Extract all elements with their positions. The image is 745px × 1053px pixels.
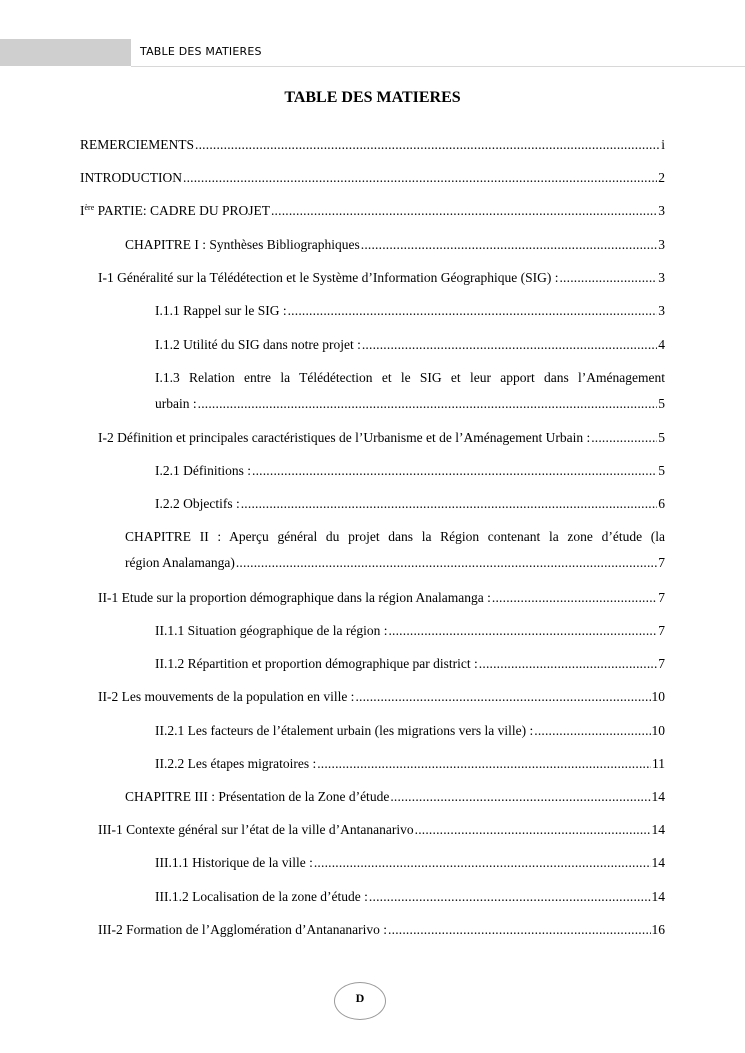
toc-entry-text-line1: CHAPITRE II : Aperçu général du projet dans la Région contenant la zone d’étude (la [125, 529, 665, 544]
toc-entry[interactable] [155, 618, 665, 644]
toc-leader-dots [559, 265, 657, 291]
toc-leader-dots [288, 298, 658, 324]
toc-page-number: 3 [658, 237, 665, 252]
toc-leader-dots [241, 491, 658, 517]
page-number: D [355, 991, 365, 1005]
toc-entry-text: II.2.2 Les étapes migratoires : [155, 756, 317, 771]
header-gray-block [0, 39, 131, 66]
toc-page-number: 3 [658, 203, 665, 218]
toc-entry-text: urbain : [155, 396, 197, 411]
toc-page-number: 5 [658, 396, 665, 411]
toc-entry-text: II-1 Etude sur la proportion démographique dans la région Analamanga : [98, 590, 491, 605]
toc-entry[interactable] [125, 524, 665, 576]
toc-page-number: 7 [658, 623, 665, 638]
toc-page-number: 5 [658, 463, 665, 478]
toc-leader-dots [415, 817, 651, 843]
toc-page-number: 5 [658, 430, 665, 445]
toc-entry-text: II.2.1 Les facteurs de l’étalement urbain (les migrations vers la ville) : [155, 723, 534, 738]
toc-leader-dots [591, 425, 657, 451]
toc-entry[interactable] [155, 884, 665, 910]
toc-page-number: 3 [658, 303, 665, 318]
toc-entry[interactable] [155, 298, 665, 324]
toc-entry[interactable] [155, 332, 665, 358]
toc-entry[interactable] [98, 917, 665, 943]
toc-page-number: 14 [651, 789, 665, 804]
toc-leader-dots [271, 198, 657, 224]
toc-page-number: 10 [651, 689, 665, 704]
toc-entry-text: III.1.2 Localisation de la zone d’étude : [155, 889, 368, 904]
toc-entry[interactable] [155, 651, 665, 677]
toc-entry[interactable] [80, 132, 665, 158]
toc-page-number: 3 [658, 270, 665, 285]
toc-entry-text: région Analamanga) [125, 555, 235, 570]
toc-entry-text: CHAPITRE I : Synthèses Bibliographiques [125, 237, 360, 252]
toc-page-number: 7 [658, 555, 665, 570]
toc-leader-dots [492, 585, 657, 611]
toc-leader-dots [183, 165, 657, 191]
page-title: TABLE DES MATIERES [284, 89, 461, 106]
part-ordinal: ère [84, 203, 95, 212]
toc-entry-text-line1: I.1.3 Relation entre la Télédétection et le SIG et leur apport dans l’Aménagement [155, 370, 665, 385]
toc-entry-text: I-2 Définition et principales caractéristiques de l’Urbanisme et de l’Aménagement Urbain : [98, 430, 591, 445]
toc-page-number: 7 [658, 590, 665, 605]
toc-leader-dots [369, 884, 651, 910]
toc-entry[interactable] [98, 684, 665, 710]
toc-entry[interactable] [125, 232, 665, 258]
toc-entry[interactable] [80, 198, 665, 224]
toc-leader-dots [314, 850, 651, 876]
toc-entry-text: I.2.2 Objectifs : [155, 496, 240, 511]
toc-leader-dots [362, 332, 657, 358]
toc-leader-dots [317, 751, 651, 777]
toc-entry-text: III-1 Contexte général sur l’état de la ville d’Antananarivo [98, 822, 414, 837]
toc-page-number: 14 [651, 822, 665, 837]
toc-leader-dots [252, 458, 657, 484]
toc-entry-text: I.1.1 Rappel sur le SIG : [155, 303, 287, 318]
toc-entry-text: I.2.1 Définitions : [155, 463, 251, 478]
toc-page-number: 14 [651, 855, 665, 870]
toc-entry[interactable] [155, 491, 665, 517]
toc-page-number: 16 [651, 922, 665, 937]
toc-entry[interactable] [98, 585, 665, 611]
toc-entry-text: REMERCIEMENTS [80, 137, 195, 152]
toc-page-number: 14 [651, 889, 665, 904]
toc-page-number: 7 [658, 656, 665, 671]
part-numeral: I [80, 203, 85, 218]
toc-entry-text: INTRODUCTION [80, 170, 182, 185]
toc-entry-text: II.1.2 Répartition et proportion démographique par district : [155, 656, 478, 671]
toc-entry[interactable] [98, 425, 665, 451]
toc-entry-text: I-1 Généralité sur la Télédétection et le Système d’Information Géographique (SIG) : [98, 270, 559, 285]
toc-page-number: 11 [652, 756, 665, 771]
toc-entry[interactable] [80, 165, 665, 191]
part-title: PARTIE: CADRE DU PROJET [94, 203, 270, 218]
toc-entry[interactable] [155, 751, 665, 777]
toc-entry[interactable] [155, 718, 665, 744]
toc-entry-text: III.1.1 Historique de la ville : [155, 855, 313, 870]
toc-entry-text: III-2 Formation de l’Agglomération d’Antananarivo : [98, 922, 388, 937]
toc-leader-dots [534, 718, 650, 744]
toc-entry-text: I.1.2 Utilité du SIG dans notre projet : [155, 337, 361, 352]
toc-leader-dots [236, 550, 657, 576]
toc-entry-text: CHAPITRE III : Présentation de la Zone d’étude [125, 789, 390, 804]
toc-entry[interactable] [98, 817, 665, 843]
toc-entry-text [80, 198, 270, 224]
toc-page-number: 6 [658, 496, 665, 511]
toc-leader-dots [388, 618, 657, 644]
toc-entry[interactable] [125, 784, 665, 810]
toc-page-number: i [661, 137, 665, 152]
toc-entry[interactable] [155, 365, 665, 417]
toc-entry[interactable] [98, 265, 665, 291]
toc-leader-dots [195, 132, 660, 158]
toc-page-number: 10 [651, 723, 665, 738]
header-label: TABLE DES MATIERES [140, 45, 262, 58]
toc-leader-dots [198, 391, 658, 417]
toc-leader-dots [479, 651, 657, 677]
toc-page-number: 2 [658, 170, 665, 185]
toc-leader-dots [361, 232, 658, 258]
toc-entry[interactable] [155, 458, 665, 484]
toc-page-number: 4 [658, 337, 665, 352]
toc-entry-text: II-2 Les mouvements de la population en ville : [98, 689, 355, 704]
toc-leader-dots [390, 784, 650, 810]
toc-entry-text: II.1.1 Situation géographique de la région : [155, 623, 388, 638]
toc-entry[interactable] [155, 850, 665, 876]
toc-leader-dots [355, 684, 650, 710]
toc-leader-dots [388, 917, 650, 943]
